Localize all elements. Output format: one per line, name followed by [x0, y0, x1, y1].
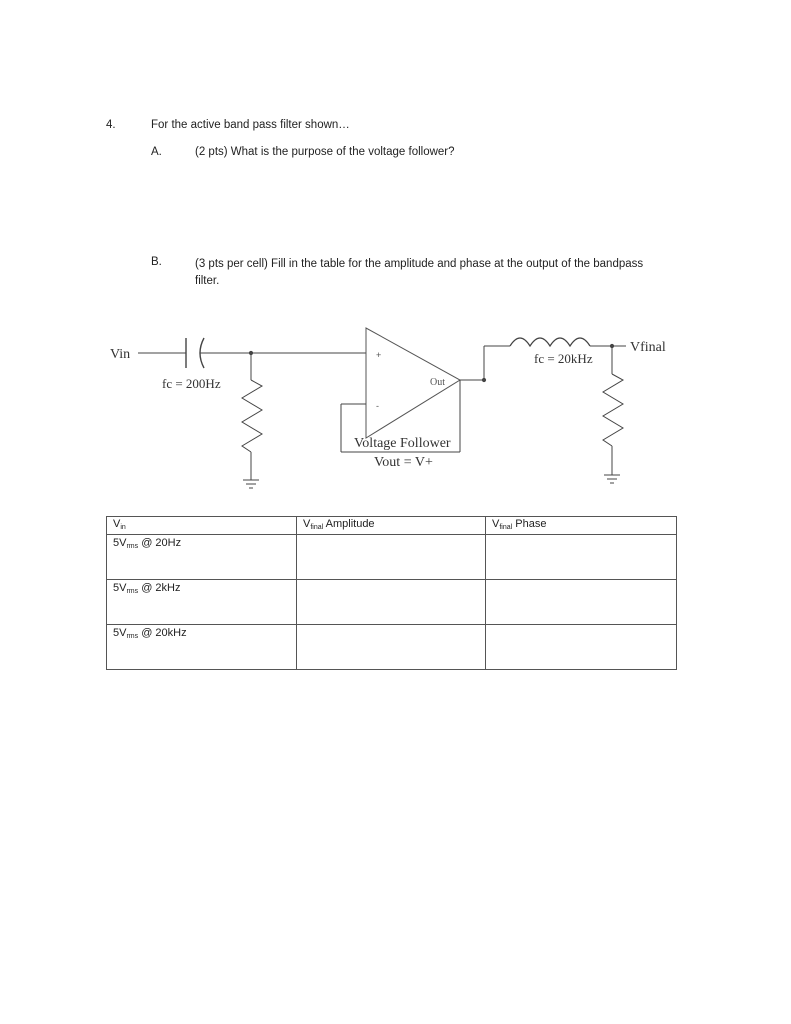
header-vin: $V_{in}$ [107, 517, 297, 535]
inductor-fc-label: fc = 20kHz [534, 351, 593, 366]
row-input: $5V_{rms}$ @ 2kHz [107, 580, 297, 625]
question-prompt: For the active band pass filter shown… [151, 119, 350, 131]
part-b-text: (3 pts per cell) Fill in the table for the amplitude and phase at the output of the bandpass filter. [195, 258, 644, 287]
part-a-text: (2 pts) What is the purpose of the voltage follower? [195, 146, 455, 158]
follower-equation: Vout = V+ [374, 455, 433, 470]
part-b-label: B. [151, 256, 162, 268]
amplitude-cell[interactable] [297, 625, 486, 670]
opamp-minus-label: - [376, 401, 379, 411]
vin-label: Vin [110, 347, 131, 362]
phase-cell[interactable] [486, 625, 677, 670]
row-input: $5V_{rms}$ @ 20kHz [107, 625, 297, 670]
answer-table [106, 516, 677, 670]
vfinal-label: Vfinal [630, 340, 666, 355]
opamp-triangle [366, 328, 460, 438]
amplitude-cell[interactable] [297, 535, 486, 580]
table-row [107, 625, 677, 670]
row-input: $5V_{rms}$ @ 20Hz [107, 535, 297, 580]
resistor-1 [242, 380, 262, 452]
header-amplitude: $V_{final}$ Amplitude [297, 517, 486, 535]
table-row [107, 580, 677, 625]
amplitude-cell[interactable] [297, 580, 486, 625]
cap-fc-label: fc = 200Hz [162, 376, 221, 391]
opamp-out-label: Out [430, 377, 445, 388]
table-row [107, 535, 677, 580]
follower-title: Voltage Follower [354, 436, 451, 451]
resistor-2 [603, 374, 623, 446]
phase-cell[interactable] [486, 535, 677, 580]
part-a-label: A. [151, 146, 162, 158]
opamp-plus-label: + [376, 350, 382, 360]
table-header-row [107, 517, 677, 535]
phase-cell[interactable] [486, 580, 677, 625]
bandpass-filter-circuit [0, 320, 791, 510]
question-number: 4. [106, 119, 116, 131]
header-phase: $V_{final}$ Phase [486, 517, 677, 535]
inductor [510, 338, 590, 346]
